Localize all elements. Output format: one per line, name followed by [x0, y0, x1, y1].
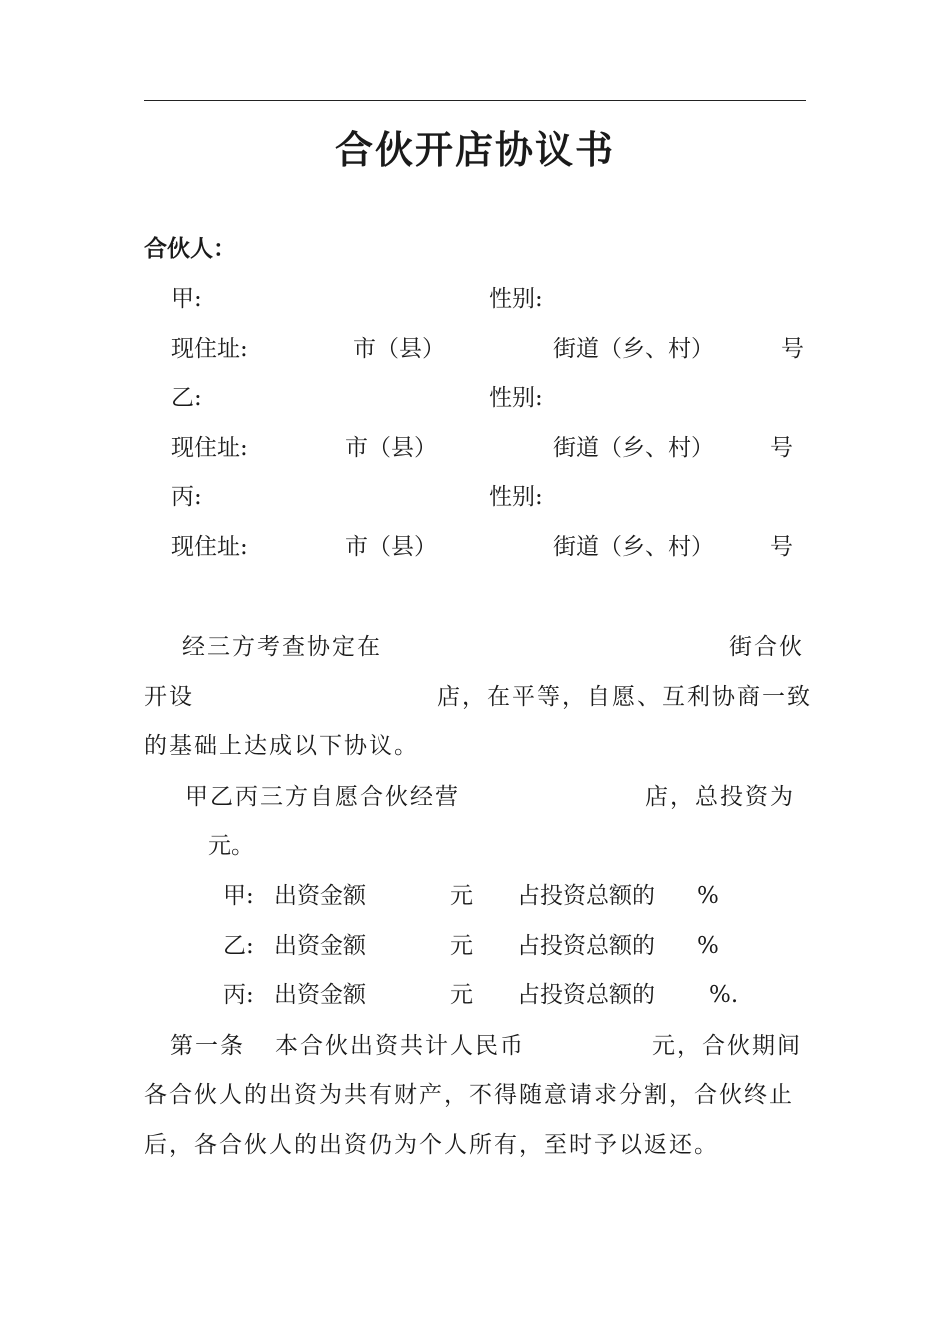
article1-line3: 后，各合伙人的出资仍为个人所有，至时予以返还。: [144, 1132, 719, 1158]
intro-line1-left: 经三方考查协定在: [182, 634, 382, 660]
partner-b-street: 街道（乡、村）: [553, 435, 714, 461]
contribution-c-share-label: 占投资总额的: [517, 982, 655, 1008]
contribution-b-percent: %: [697, 933, 719, 959]
partner-c-number: 号: [770, 534, 793, 560]
partner-b-label: 乙:: [171, 385, 202, 411]
partner-c-address-label: 现住址:: [171, 534, 248, 560]
contribution-b-unit: 元: [450, 933, 473, 959]
partner-c-city: 市（县）: [345, 534, 437, 560]
contribution-c-unit: 元: [450, 982, 473, 1008]
partner-b-city: 市（县）: [345, 435, 437, 461]
partners-heading: 合伙人：: [144, 235, 236, 262]
article1-line2: 各合伙人的出资为共有财产，不得随意请求分割，合伙终止: [144, 1082, 794, 1108]
contribution-a-amount-label: 出资金额: [274, 883, 366, 909]
partner-b-address-label: 现住址:: [171, 435, 248, 461]
partner-c-street: 街道（乡、村）: [553, 534, 714, 560]
contribution-b-share-label: 占投资总额的: [517, 933, 655, 959]
contribution-a-unit: 元: [450, 883, 473, 909]
partner-a-street: 街道（乡、村）: [553, 336, 714, 362]
partner-b-number: 号: [770, 435, 793, 461]
contribution-a-party: 甲:: [223, 883, 254, 909]
article1-line1-right: 元，合伙期间: [652, 1033, 802, 1059]
document-title: 合伙开店协议书: [334, 127, 615, 172]
article1-heading: 第一条: [170, 1033, 245, 1059]
operation-line1-left: 甲乙丙三方自愿合伙经营: [185, 784, 460, 810]
contribution-c-amount-label: 出资金额: [274, 982, 366, 1008]
partner-c-gender-label: 性别:: [489, 484, 543, 510]
partner-a-address-label: 现住址:: [171, 336, 248, 362]
contribution-c-party: 丙:: [223, 982, 254, 1008]
contribution-b-amount-label: 出资金额: [274, 933, 366, 959]
partner-a-city: 市（县）: [353, 336, 445, 362]
article1-line1-left: 本合伙出资共计人民币: [275, 1033, 525, 1059]
partner-b-gender-label: 性别:: [489, 385, 543, 411]
operation-line1-right: 店，总投资为: [645, 784, 795, 810]
contribution-a-percent: %: [697, 883, 719, 909]
partner-c-label: 丙:: [171, 484, 202, 510]
partner-a-number: 号: [781, 336, 804, 362]
contribution-c-percent: %.: [709, 982, 739, 1008]
contribution-a-share-label: 占投资总额的: [517, 883, 655, 909]
intro-line1-right: 街合伙: [729, 634, 804, 660]
intro-line2-right: 店，在平等，自愿、互利协商一致: [437, 684, 812, 710]
partner-a-label: 甲:: [171, 286, 202, 312]
contribution-b-party: 乙:: [223, 933, 254, 959]
partner-a-gender-label: 性别:: [489, 286, 543, 312]
header-rule: [144, 100, 806, 101]
intro-line2-left: 开设: [144, 684, 194, 710]
operation-line2: 元。: [208, 833, 254, 859]
intro-line3: 的基础上达成以下协议。: [144, 733, 419, 759]
